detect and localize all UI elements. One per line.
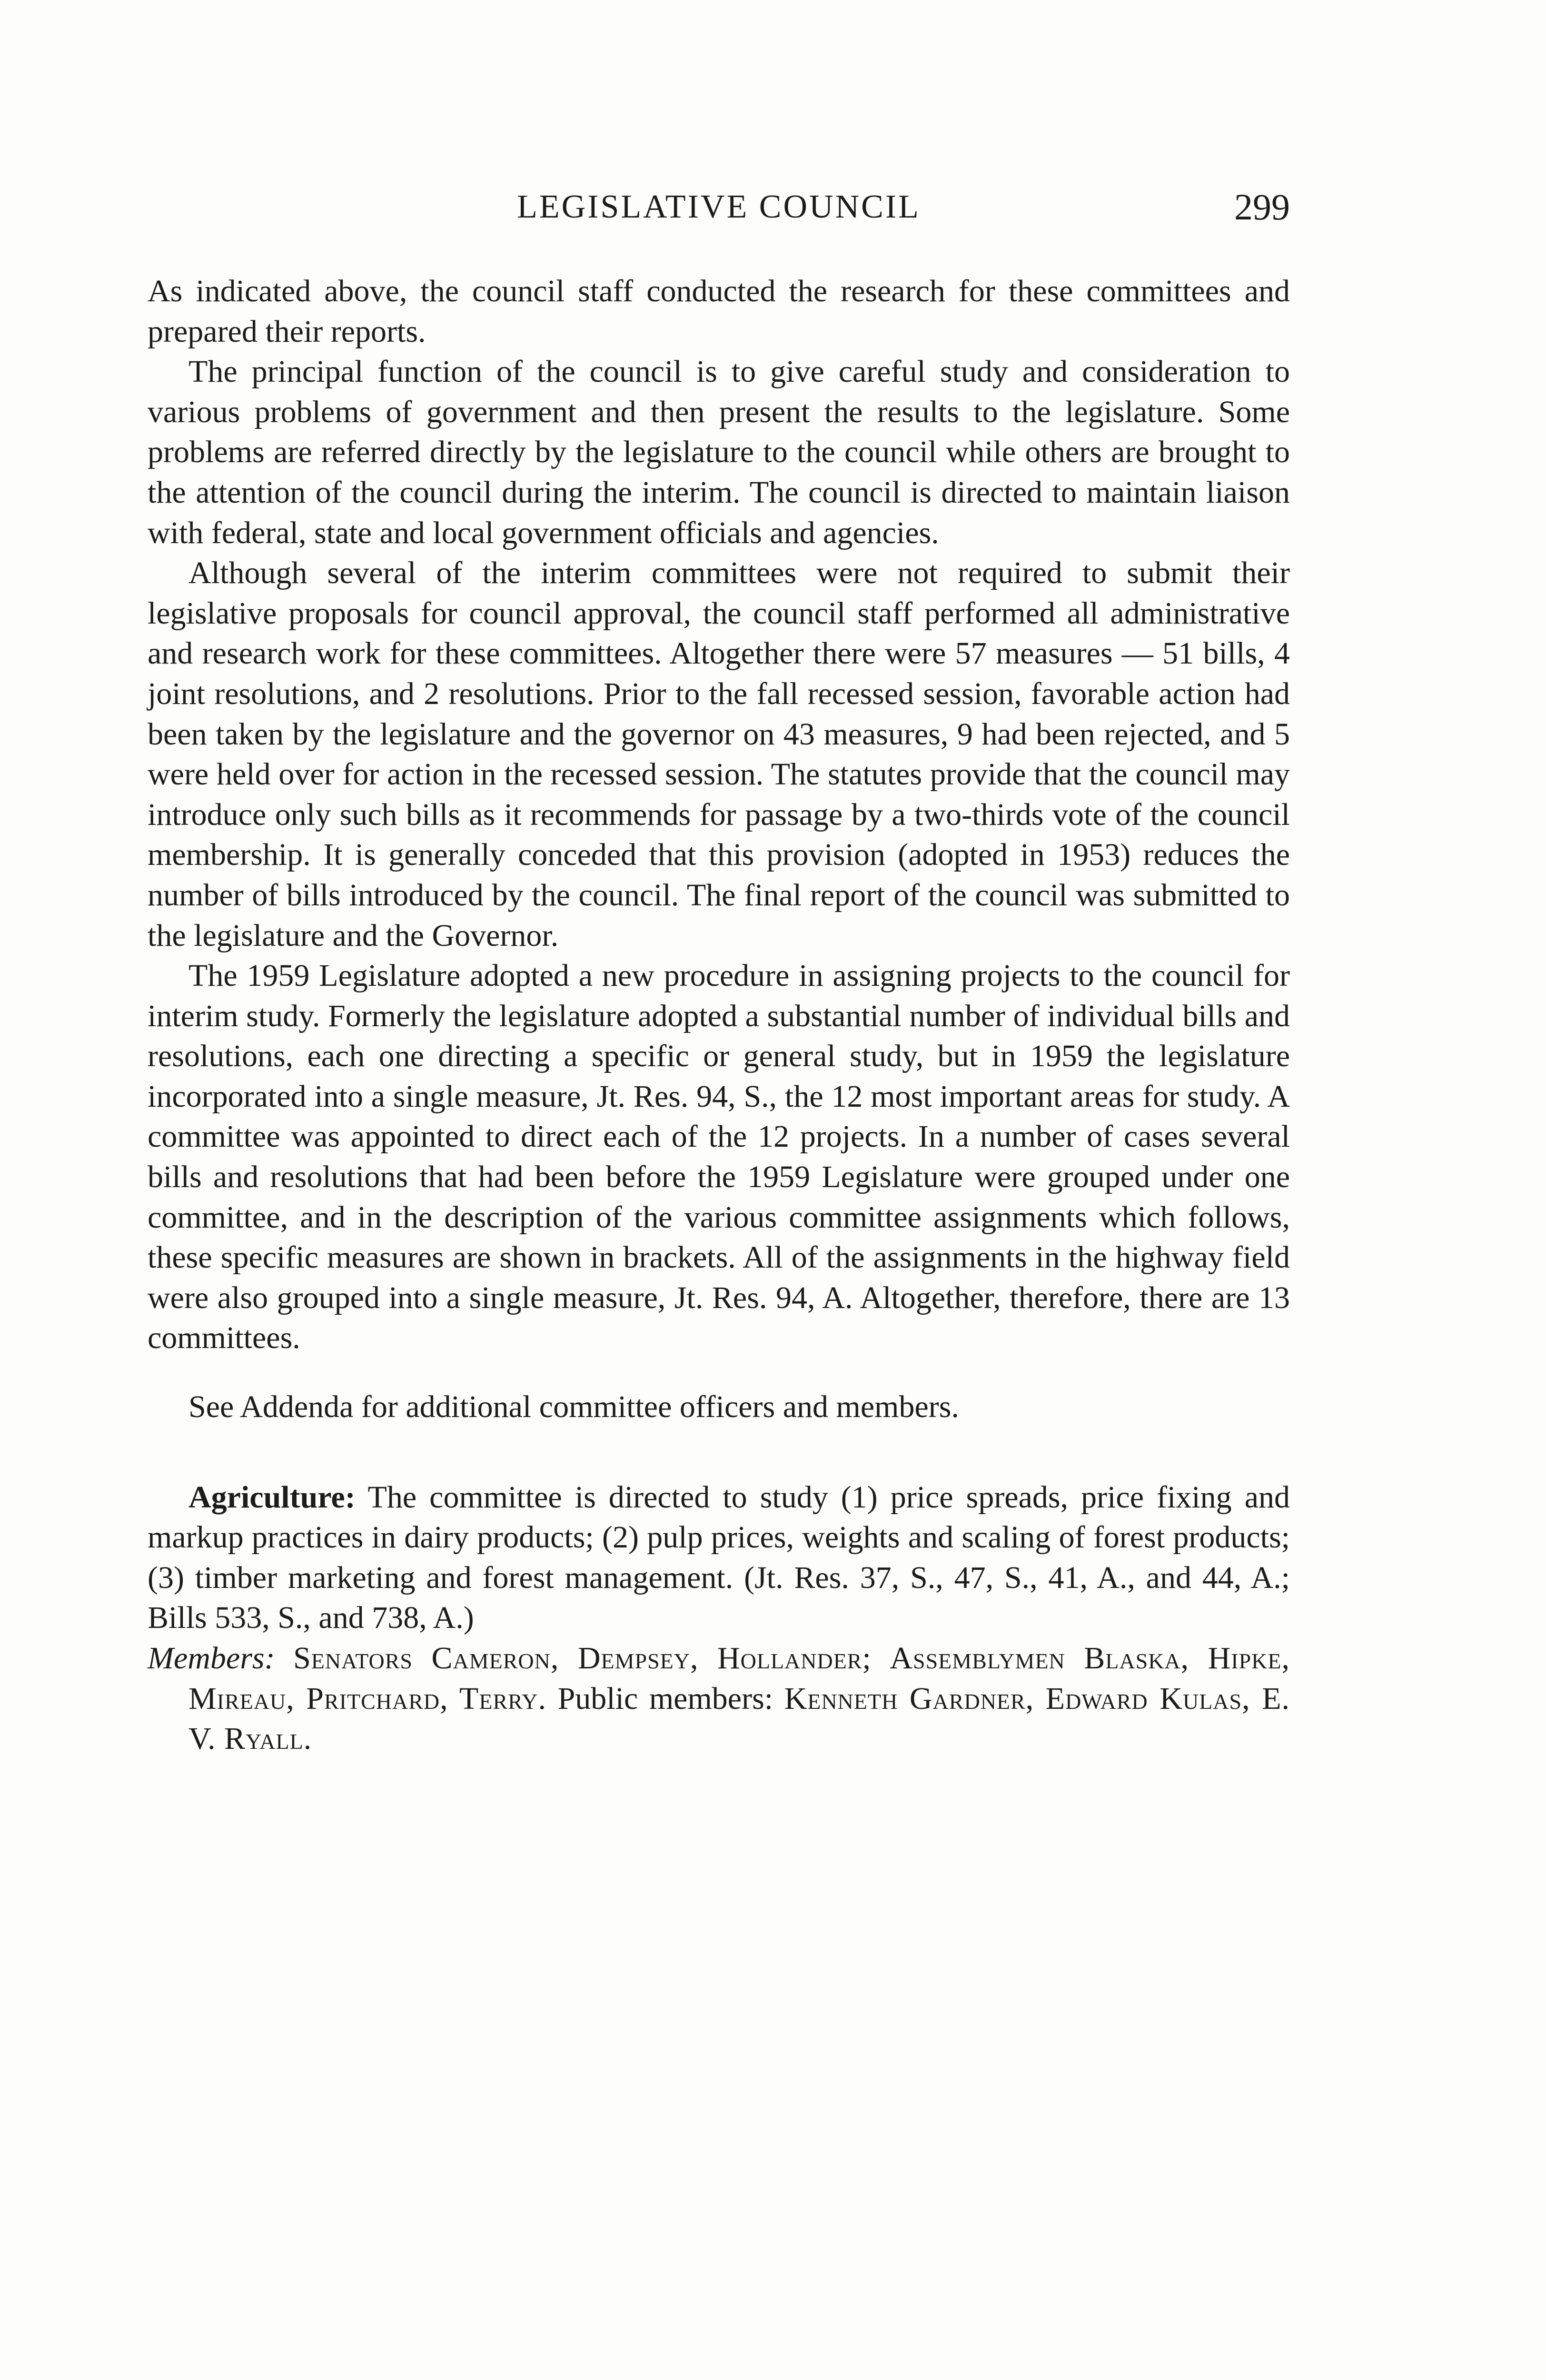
committee-members: [148, 1638, 1290, 1759]
addenda-note: See Addenda for additional committee officers and members.: [188, 1389, 959, 1425]
assemblymen-list: Assemblymen Blaska, Hipke, Mireau, Pritchard, Terry.: [188, 1641, 1290, 1716]
members-label: Members:: [148, 1641, 275, 1676]
running-head: LEGISLATIVE COUNCIL: [517, 188, 921, 225]
committee-agriculture: [148, 1478, 1290, 1638]
committee-description: The committee is directed to study (1) price spreads, price fixing and markup practices in dairy products; (2) pulp prices, weights and scaling of forest products; (3) timber marketing and forest management. (Jt. Res. 37, S., 47, S., 41, A., and 44, A.; Bills 533, S., and 738, A.): [148, 1479, 1290, 1636]
page-number: 299: [1234, 186, 1290, 228]
public-members-list: Kenneth Gardner, Edward Kulas, E. V. Ryall.: [188, 1681, 1290, 1756]
paragraph-principal-function: The principal function of the council is to give careful study and consideration to various problems of government and then present the results to the legislature. Some problems are referred directly by the legislature to the council while others are brought to the attention of the council during the interim. The council is directed to maintain liaison with federal, state and local government officials and agencies.: [148, 354, 1290, 550]
paragraph-council-staff: As indicated above, the council staff conducted the research for these committees and prepared their reports.: [148, 274, 1290, 349]
senators-list: Senators Cameron, Dempsey, Hollander;: [293, 1641, 872, 1676]
body-text: [148, 271, 1290, 1759]
public-members-label: Public members:: [557, 1681, 773, 1716]
paragraph-interim-committees: Although several of the interim committees were not required to submit their legislative proposals for council approval, the council staff performed all administrative and research work for these committees. Altogether there were 57 measures — 51 bills, 4 joint resolutions, and 2 resolutions. Prior to the fall recessed session, favorable action had been taken by the legislature and the governor on 43 measures, 9 had been rejected, and 5 were held over for action in the recessed session. The statutes provide that the council may introduce only such bills as it recommends for passage by a two-thirds vote of the council membership. It is generally conceded that this provision (adopted in 1953) reduces the number of bills introduced by the council. The final report of the council was submitted to the legislature and the Governor.: [148, 555, 1290, 953]
page-header: [148, 181, 1290, 233]
committee-title: Agriculture:: [188, 1479, 356, 1515]
paragraph-1959-legislature: The 1959 Legislature adopted a new procedure in assigning projects to the council for interim study. Formerly the legislature adopted a substantial number of individual bills and resolutions, each one directing a specific or general study, but in 1959 the legislature incorporated into a single measure, Jt. Res. 94, S., the 12 most important areas for study. A committee was appointed to direct each of the 12 projects. In a number of cases several bills and resolutions that had been before the 1959 Legislature were grouped under one committee, and in the description of the various committee assignments which follows, these specific measures are shown in brackets. All of the assignments in the highway field were also grouped into a single measure, Jt. Res. 94, A. Altogether, therefore, there are 13 committees.: [148, 958, 1290, 1356]
